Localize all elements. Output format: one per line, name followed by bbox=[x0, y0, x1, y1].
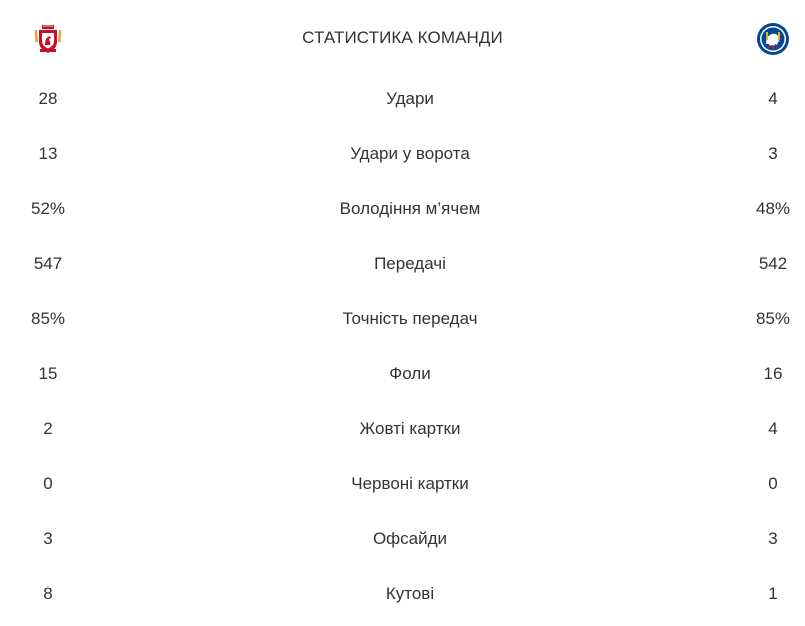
stat-label: Передачі bbox=[374, 254, 446, 273]
stat-row bbox=[0, 351, 805, 406]
stat-label: Удари у ворота bbox=[350, 144, 470, 163]
away-stat-value: 542 bbox=[758, 254, 788, 273]
away-stat-value: 1 bbox=[768, 584, 778, 603]
stat-row bbox=[0, 131, 805, 186]
home-stat-value: 13 bbox=[38, 144, 58, 163]
stat-row bbox=[0, 296, 805, 351]
stat-label: Володіння м’ячем bbox=[339, 199, 481, 218]
home-stat-value: 3 bbox=[43, 529, 53, 548]
away-stat-value: 0 bbox=[768, 474, 778, 493]
stat-row bbox=[0, 406, 805, 461]
stat-row bbox=[0, 186, 805, 241]
stat-label: Фоли bbox=[389, 364, 431, 383]
stat-row bbox=[0, 516, 805, 571]
away-stat-value: 4 bbox=[768, 419, 778, 438]
stat-row bbox=[0, 241, 805, 296]
stat-label: Червоні картки bbox=[351, 474, 469, 493]
home-stat-value: 2 bbox=[43, 419, 53, 438]
away-stat-value: 16 bbox=[763, 364, 783, 383]
home-stat-value: 547 bbox=[33, 254, 63, 273]
away-stat-value: 4 bbox=[768, 89, 778, 108]
stat-label: Жовті картки bbox=[359, 419, 461, 438]
page-title: СТАТИСТИКА КОМАНДИ bbox=[302, 28, 503, 47]
home-stat-value: 52% bbox=[30, 199, 66, 218]
away-stat-value: 3 bbox=[768, 144, 778, 163]
stat-row bbox=[0, 76, 805, 131]
home-stat-value: 28 bbox=[38, 89, 58, 108]
stat-label: Кутові bbox=[385, 584, 435, 603]
home-stat-value: 85% bbox=[30, 309, 66, 328]
home-stat-value: 8 bbox=[43, 584, 53, 603]
away-stat-value: 85% bbox=[755, 309, 791, 328]
chelsea-crest-icon bbox=[756, 22, 790, 56]
stat-label: Точність передач bbox=[342, 309, 478, 328]
home-stat-value: 15 bbox=[38, 364, 58, 383]
stat-row bbox=[0, 571, 805, 626]
stat-row bbox=[0, 461, 805, 516]
home-stat-value: 0 bbox=[43, 474, 53, 493]
stat-label: Удари bbox=[386, 89, 434, 108]
team-stats-header bbox=[0, 0, 805, 76]
away-stat-value: 3 bbox=[768, 529, 778, 548]
away-stat-value: 48% bbox=[755, 199, 791, 218]
stat-label: Офсайди bbox=[372, 529, 448, 548]
